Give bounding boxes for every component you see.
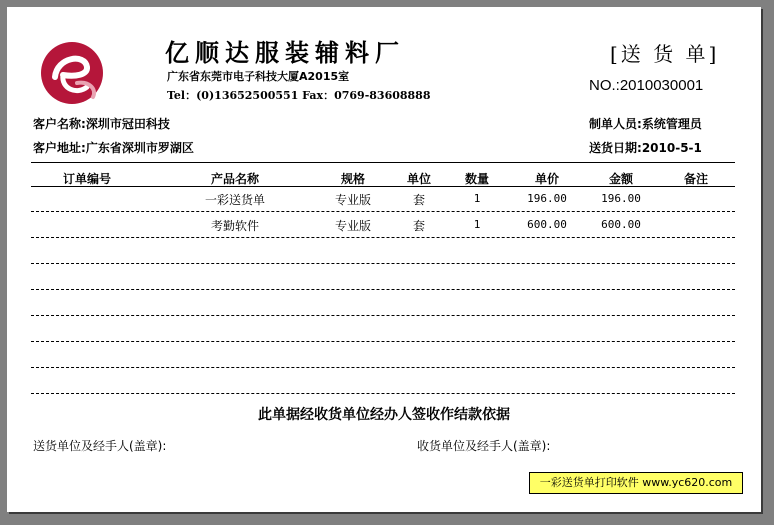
header-order-no: 订单编号 [62, 172, 111, 186]
row-quantity: 1 [473, 192, 481, 205]
row-spec: 专业版 [334, 219, 371, 233]
table-top-rule [31, 162, 735, 163]
row-spec: 专业版 [334, 193, 371, 207]
operator-value: 系统管理员 [641, 117, 702, 131]
delivery-date-value: 2010-5-1 [641, 141, 702, 155]
customer-address-label: 客户地址: [33, 141, 86, 155]
row-unit: 套 [412, 219, 425, 233]
row-divider [31, 289, 735, 290]
header-product-name: 产品名称 [210, 172, 259, 186]
header-unit-price: 单价 [534, 172, 559, 186]
receiver-signature-label: 收货单位及经手人(盖章): [417, 439, 551, 453]
operator-row [589, 115, 702, 132]
row-divider [31, 367, 735, 368]
company-logo-icon [37, 37, 107, 107]
row-amount: 196.00 [601, 192, 641, 205]
row-product-name: 考勤软件 [210, 219, 259, 233]
row-unit-price: 196.00 [527, 192, 567, 205]
customer-address-row [33, 139, 194, 156]
customer-name-value: 深圳市冠田科技 [85, 117, 170, 131]
row-divider [31, 211, 735, 212]
row-quantity: 1 [473, 218, 481, 231]
software-badge[interactable]: 一彩送货单打印软件 www.yc620.com [529, 472, 743, 494]
header-bottom-rule [31, 186, 735, 187]
header-spec: 规格 [340, 172, 365, 186]
row-divider [31, 263, 735, 264]
company-name: 亿顺达服装辅料厂 [165, 38, 405, 67]
row-divider [31, 341, 735, 342]
header-unit: 单位 [406, 172, 431, 186]
header-remarks: 备注 [683, 172, 708, 186]
customer-name-label: 客户名称: [33, 117, 86, 131]
row-unit: 套 [412, 193, 425, 207]
row-amount: 600.00 [601, 218, 641, 231]
operator-label: 制单人员: [589, 117, 642, 131]
customer-name-row [33, 115, 170, 132]
delivery-date-label: 送货日期: [589, 141, 642, 155]
customer-address-value: 广东省深圳市罗湖区 [85, 141, 194, 155]
row-divider [31, 237, 735, 238]
row-divider [31, 315, 735, 316]
row-divider [31, 393, 735, 394]
delivery-note-sheet [7, 7, 761, 512]
header-amount: 金额 [608, 172, 633, 186]
delivery-date-row [589, 139, 702, 156]
row-product-name: 一彩送货单 [204, 193, 265, 207]
document-number: NO.:2010030001 [589, 77, 704, 94]
company-contact: Tel：(0)13652500551 Fax：0769-83608888 [167, 89, 431, 102]
document-title: [送 货 单] [610, 42, 720, 66]
company-address: 广东省东莞市电子科技大厦A2015室 [167, 70, 350, 83]
settlement-notice: 此单据经收货单位经办人签收作结款依据 [258, 407, 510, 423]
sender-signature-label: 送货单位及经手人(盖章): [33, 439, 167, 453]
header-quantity: 数量 [464, 172, 489, 186]
row-unit-price: 600.00 [527, 218, 567, 231]
